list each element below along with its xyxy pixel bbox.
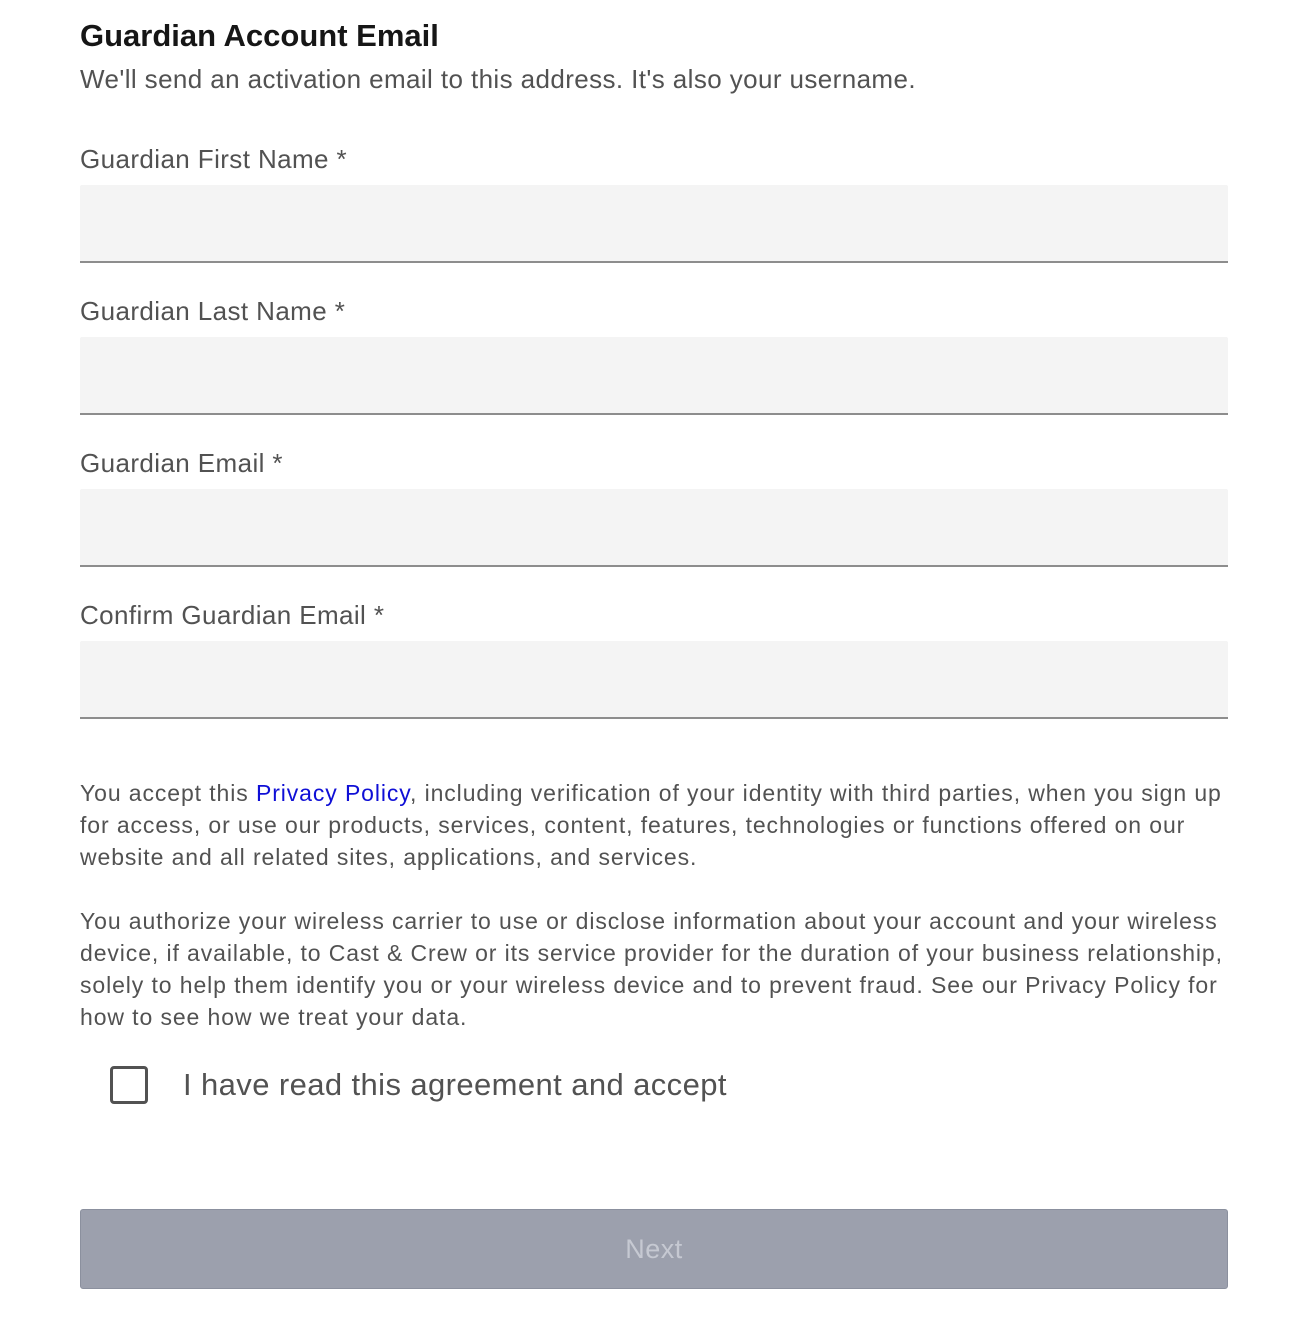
required-mark: * xyxy=(373,600,385,630)
agreement-checkbox-row[interactable] xyxy=(110,1063,727,1107)
first-name-label xyxy=(80,142,347,176)
confirm-email-input[interactable] xyxy=(80,641,1228,719)
confirm-email-label xyxy=(80,598,384,632)
next-button[interactable]: Next xyxy=(80,1209,1228,1289)
first-name-input[interactable] xyxy=(80,185,1228,263)
required-mark: * xyxy=(272,448,283,478)
carrier-paragraph: You authorize your wireless carrier to use or disclose information about your account and your wireless device, if available, to Cast & Crew or its service provider for the duration of your business relationship, solely to help them identify you or your wireless device and to prevent fraud. See our Privacy Policy for how to see how we treat your data. xyxy=(80,908,1223,1030)
confirm-email-label-text: Confirm Guardian Email xyxy=(80,600,367,630)
agreement-checkbox[interactable] xyxy=(110,1066,148,1104)
privacy-policy-link[interactable]: Privacy Policy xyxy=(255,780,410,806)
last-name-input[interactable] xyxy=(80,337,1228,415)
last-name-label xyxy=(80,294,345,328)
page-subtitle: We'll send an activation email to this address. It's also your username. xyxy=(80,64,916,94)
email-label-text: Guardian Email xyxy=(80,448,265,478)
email-label xyxy=(80,446,283,480)
privacy-suffix: , including verification of your identity with third parties, when you sign up for access, or use our products, services, content, features, technologies or functions offered on our website and all related sites, applications, and services. xyxy=(80,780,1222,870)
page-title: Guardian Account Email xyxy=(80,18,439,53)
privacy-prefix: You accept this xyxy=(80,780,256,806)
first-name-label-text: Guardian First Name xyxy=(80,144,329,174)
required-mark: * xyxy=(336,144,348,174)
email-input[interactable] xyxy=(80,489,1228,567)
privacy-paragraph xyxy=(80,777,1228,873)
required-mark: * xyxy=(334,296,346,326)
agreement-label[interactable]: I have read this agreement and accept xyxy=(183,1067,727,1102)
last-name-label-text: Guardian Last Name xyxy=(80,296,328,326)
